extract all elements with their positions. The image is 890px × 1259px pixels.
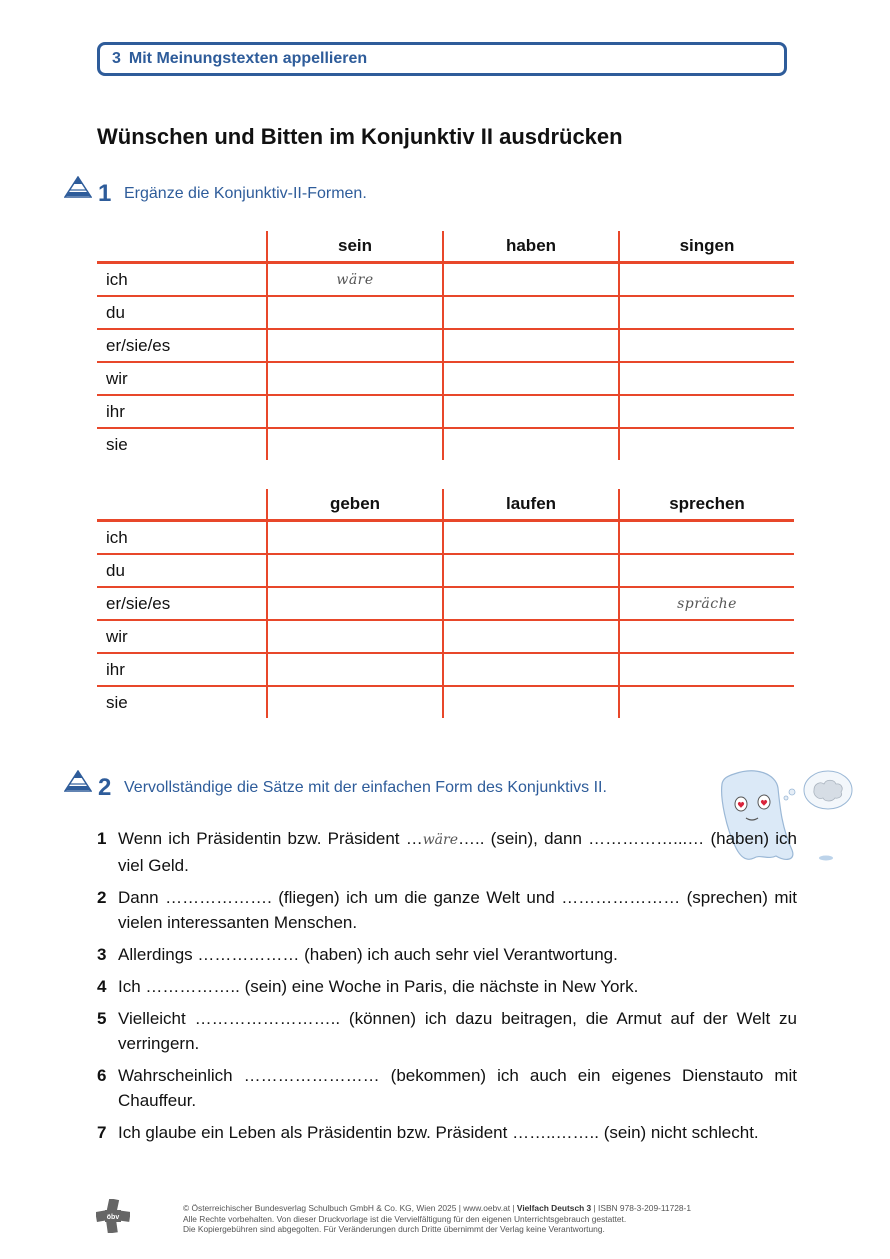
sentence-number: 7 <box>97 1123 107 1142</box>
sentence-number: 5 <box>97 1009 107 1028</box>
answer-cell[interactable]: wäre <box>267 263 443 297</box>
sentence-text: Ich glaube ein Leben als Präsidentin bzw. Präsident ……..…….. (sein) nicht schlecht. <box>118 1123 759 1142</box>
answer-cell[interactable] <box>619 521 794 555</box>
answer-cell[interactable] <box>267 395 443 428</box>
page-title: Wünschen und Bitten im Konjunktiv II ausdrücken <box>97 124 623 149</box>
pronoun-cell: sie <box>106 692 128 712</box>
answer-cell[interactable] <box>619 653 794 686</box>
footer-line-2: Alle Rechte vorbehalten. Von dieser Druckvorlage ist die Vervielfältigung für den eigenen Unterrichtsgebrauch gestattet. <box>183 1213 627 1224</box>
answer-cell[interactable] <box>267 686 443 718</box>
table-row <box>97 263 794 297</box>
answer-cell[interactable] <box>267 362 443 395</box>
sentence-text: Ich …………….. (sein) eine Woche in Paris, die nächste in New York. <box>118 977 639 996</box>
sentence-text: Wahrscheinlich …………………… (bekommen) ich auch ein eigenes Dienstauto mit Chauffeur. <box>118 1066 797 1110</box>
table-row <box>97 554 794 587</box>
pronoun-cell: ich <box>97 263 267 297</box>
header-cell: laufen <box>443 489 619 521</box>
header-cell: singen <box>619 231 794 263</box>
list-item <box>97 826 797 878</box>
table-row <box>97 329 794 362</box>
answer-cell[interactable] <box>443 653 619 686</box>
answer-cell[interactable] <box>619 554 794 587</box>
answer-cell[interactable] <box>267 296 443 329</box>
header-cell: sein <box>267 231 443 263</box>
pronoun-cell: ich <box>97 521 267 555</box>
answer-cell[interactable] <box>443 686 619 718</box>
table-row <box>97 296 794 329</box>
answer-cell[interactable] <box>619 620 794 653</box>
sentence-number: 2 <box>97 888 107 907</box>
answer-cell[interactable] <box>443 428 619 460</box>
task-1-number: 1 <box>98 180 112 207</box>
list-item <box>97 974 797 999</box>
answer-cell[interactable] <box>267 428 443 460</box>
publisher-logo-icon <box>96 1199 130 1233</box>
answer-cell[interactable] <box>619 296 794 329</box>
table-header-row <box>97 489 794 521</box>
conjugation-table-2 <box>97 489 794 718</box>
list-item <box>97 885 797 935</box>
table-row <box>97 686 794 718</box>
pronoun-cell: sie <box>106 434 128 454</box>
sentence-text: Allerdings ……………… (haben) ich auch sehr viel Verantwortung. <box>118 945 618 964</box>
pronoun-cell: ihr <box>97 395 267 428</box>
conjugation-table-1 <box>97 231 794 460</box>
table-row <box>97 362 794 395</box>
header-cell: geben <box>267 489 443 521</box>
answer-cell[interactable] <box>619 428 794 460</box>
pronoun-cell: du <box>97 554 267 587</box>
sentence-list <box>97 826 797 1152</box>
answer-cell[interactable] <box>443 395 619 428</box>
table-row <box>97 428 794 460</box>
sentence-text-start: Wenn ich Präsidentin bzw. Präsident … <box>118 829 423 848</box>
answer-cell[interactable] <box>443 263 619 297</box>
list-item <box>97 1063 797 1113</box>
table-row <box>97 395 794 428</box>
list-item <box>97 1120 797 1145</box>
pronoun-cell: wir <box>97 620 267 653</box>
chapter-header <box>97 42 787 76</box>
answer-cell[interactable]: spräche <box>619 587 794 620</box>
sentence-number: 6 <box>97 1066 107 1085</box>
sentence-text <box>118 826 797 878</box>
answer-cell[interactable] <box>443 521 619 555</box>
header-cell: sprechen <box>619 489 794 521</box>
answer-cell[interactable] <box>267 554 443 587</box>
list-item <box>97 942 797 967</box>
answer-cell[interactable] <box>443 329 619 362</box>
sentence-text: Dann ………………. (fliegen) ich um die ganze Welt und ………………… (sprechen) mit vielen interessanten Menschen. <box>118 888 797 932</box>
answer-cell[interactable] <box>619 362 794 395</box>
table-row <box>97 521 794 555</box>
answer-cell[interactable] <box>267 521 443 555</box>
table-row <box>97 620 794 653</box>
difficulty-pyramid-icon <box>64 770 92 792</box>
table-row <box>97 587 794 620</box>
footer-line-3: Die Kopiergebühren sind abgegolten. Für Veränderungen durch Dritte übernimmt der Verlag keine Verantwortung. <box>183 1224 605 1234</box>
answer-cell[interactable] <box>443 587 619 620</box>
footer-line-1: © Österreichischer Bundesverlag Schulbuch GmbH & Co. KG, Wien 2025 | www.oebv.at | Vielfach Deutsch 3 | ISBN 978-3-209-11728-1 <box>183 1203 692 1213</box>
task-1-instruction: Ergänze die Konjunktiv-II-Formen. <box>124 185 367 202</box>
table-header-row <box>97 231 794 263</box>
pronoun-cell: er/sie/es <box>97 329 267 362</box>
chapter-number: 3 <box>112 50 121 67</box>
handwritten-answer[interactable]: wäre <box>422 832 459 848</box>
answer-cell[interactable] <box>619 263 794 297</box>
task-2-instruction: Vervollständige die Sätze mit der einfachen Form des Konjunktivs II. <box>124 779 607 796</box>
answer-cell[interactable] <box>443 362 619 395</box>
sentence-text: Vielleicht …………………….. (können) ich dazu beitragen, die Armut auf der Welt zu verringern. <box>118 1009 797 1053</box>
answer-cell[interactable] <box>619 686 794 718</box>
header-cell: haben <box>443 231 619 263</box>
sentence-text-end: ….. (sein), dann ……………...… (haben) ich viel Geld. <box>118 829 797 875</box>
logo-text: öbv <box>106 1214 120 1221</box>
difficulty-pyramid-icon <box>64 176 92 198</box>
answer-cell[interactable] <box>443 296 619 329</box>
pronoun-cell: er/sie/es <box>97 587 267 620</box>
answer-cell[interactable] <box>267 620 443 653</box>
answer-cell[interactable] <box>443 554 619 587</box>
answer-cell[interactable] <box>267 329 443 362</box>
list-item <box>97 1006 797 1056</box>
sentence-number: 4 <box>97 977 107 996</box>
header-cell <box>97 231 267 263</box>
answer-cell[interactable] <box>619 329 794 362</box>
answer-cell[interactable] <box>443 620 619 653</box>
task-2-number: 2 <box>98 774 112 801</box>
answer-cell[interactable] <box>267 587 443 620</box>
chapter-title: Mit Meinungstexten appellieren <box>128 50 368 67</box>
copyright-footer <box>183 1203 691 1235</box>
answer-cell[interactable] <box>267 653 443 686</box>
pronoun-cell: ihr <box>97 653 267 686</box>
pronoun-cell: du <box>97 296 267 329</box>
sentence-number: 3 <box>97 945 107 964</box>
sentence-number: 1 <box>97 829 107 848</box>
header-cell <box>97 489 267 521</box>
table-row <box>97 653 794 686</box>
pronoun-cell: wir <box>97 362 267 395</box>
answer-cell[interactable] <box>619 395 794 428</box>
